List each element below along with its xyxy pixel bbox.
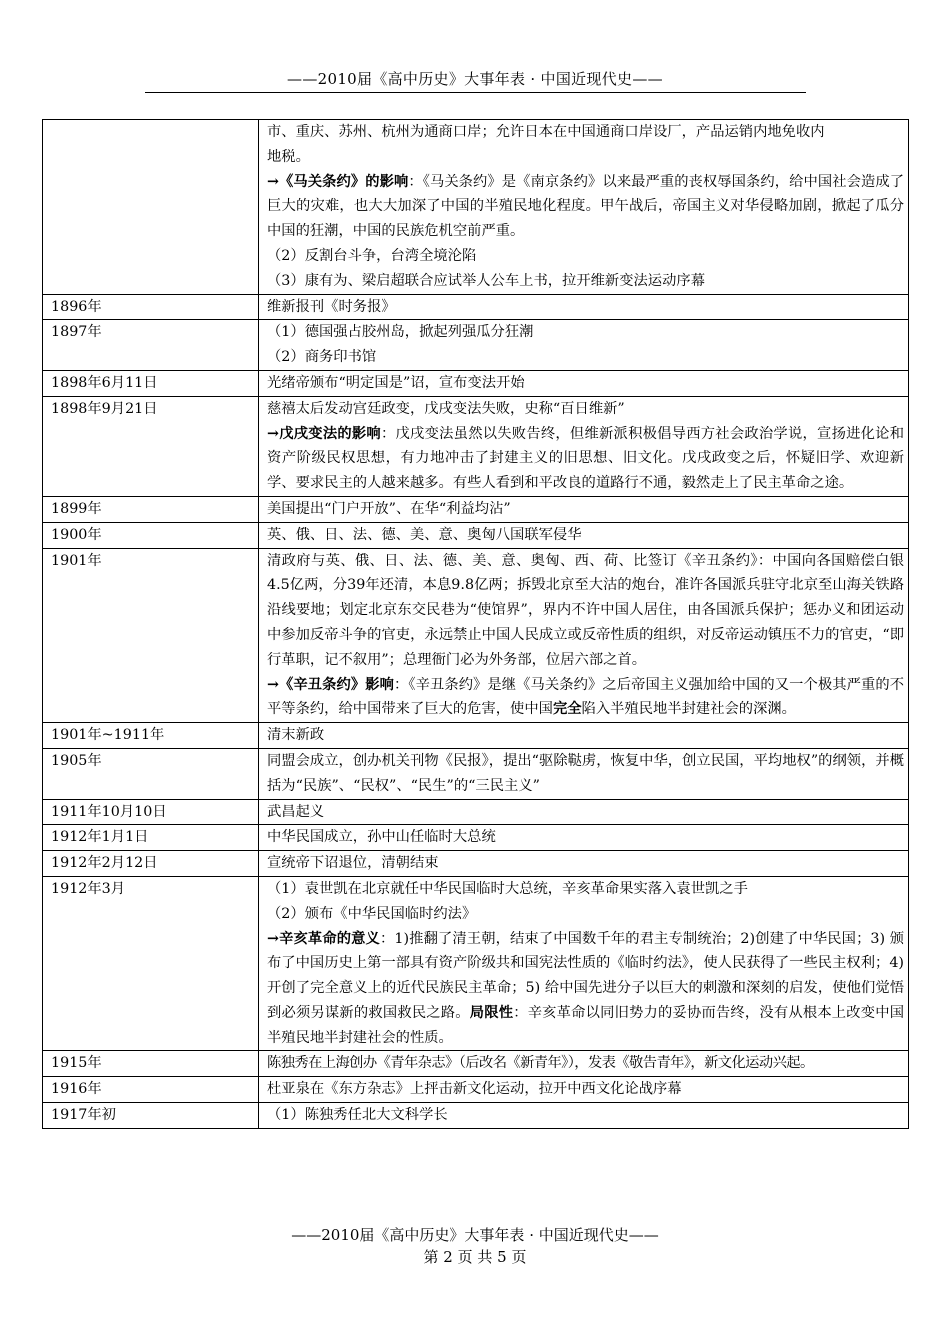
event-paragraph: 清政府与英、俄、日、法、德、美、意、奥匈、西、荷、比签订《辛丑条约》：中国向各国赔偿白银4.5亿两，分39年还清，本息9.8亿两；拆毁北京至大沽的炮台，准许各国派兵驻守北京至山海关铁路沿线要地；划定北京东交民巷为“使馆界”，界内不许中国人居住，由各国派兵保护；惩办义和团运动中参加反帝斗争的官吏，永远禁止中国人民成立或反帝性质的组织，对反帝运动镇压不力的官吏，“即行革职，记不叙用”；总理衙门必为外务部，位居六部之首。 [267, 552, 904, 668]
date-cell: 1901年~1911年 [43, 723, 259, 749]
date-cell: 1905年 [43, 748, 259, 799]
event-line: （1）德国强占胶州岛，掀起列强瓜分狂潮 [267, 324, 534, 341]
table-row [43, 1103, 909, 1129]
separator: ： [379, 930, 395, 947]
date-cell: 1898年9月21日 [43, 396, 259, 496]
arrow-icon: → [267, 676, 279, 693]
event-cell [259, 548, 909, 723]
event-cell [259, 370, 909, 396]
influence-label: 《辛丑条约》影响 [278, 676, 394, 693]
event-cell [259, 825, 909, 851]
arrow-icon: → [267, 173, 279, 190]
date-cell: 1896年 [43, 294, 259, 320]
event-cell [259, 1051, 909, 1077]
date-cell: 1916年 [43, 1077, 259, 1103]
influence-paragraph [267, 673, 904, 723]
date-cell: 1917年初 [43, 1103, 259, 1129]
event-line: 杜亚泉在《东方杂志》上抨击新文化运动，拉开中西文化论战序幕 [267, 1081, 682, 1098]
event-line: 美国提出“门户开放”、在华“利益均沾” [267, 500, 511, 517]
table-row [43, 320, 909, 371]
event-cell [259, 396, 909, 496]
table-row [43, 1077, 909, 1103]
influence-text: 1)推翻了清王朝，结束了中国数千年的君主专制统治；2)创建了中华民国；3) 颁布了中国历史上第一部具有资产阶级共和国宪法性质的《临时约法》，使人民获得了一些民主权利；4)开创了完全意义上的近代民族民主革命；5) 给中国先进分子以巨大的刺激和深刻的启发，使他们觉悟到必须另谋新的救国救民之路。 [267, 930, 904, 1021]
event-line: 清末新政 [267, 727, 325, 744]
page-header: ——2010届《高中历史》大事年表 · 中国近现代史—— [287, 70, 663, 88]
date-cell: 1911年10月10日 [43, 799, 259, 825]
influence-text: 《辛丑条约》是继《马关条约》之后帝国主义强加给中国的又一个极其严重的不平等条约，给中国带来了巨大的危害，使中国 [267, 676, 905, 718]
event-cell [259, 748, 909, 799]
event-cell [259, 799, 909, 825]
event-line: 宣统帝下诏退位，清朝结束 [267, 855, 439, 872]
event-line: 中华民国成立，孙中山任临时大总统 [267, 829, 496, 846]
event-line: （2）反割台斗争，台湾全境沦陷 [267, 247, 477, 264]
separator: ： [408, 173, 423, 190]
table-row [43, 120, 909, 295]
event-cell [259, 1077, 909, 1103]
event-line: （1）袁世凯在北京就任中华民国临时大总统，辛亥革命果实落入袁世凯之手 [267, 880, 748, 897]
date-cell: 1901年 [43, 548, 259, 723]
event-line: 陈独秀在上海创办《青年杂志》（后改名《新青年》），发表《敬告青年》，新文化运动兴起。 [267, 1055, 814, 1072]
date-cell: 1912年2月12日 [43, 851, 259, 877]
table-row [43, 1051, 909, 1077]
separator: ： [380, 425, 396, 442]
influence-tail: 陷入半殖民地半封建社会的深渊。 [581, 701, 796, 718]
table-row [43, 723, 909, 749]
table-row [43, 522, 909, 548]
arrow-icon: → [267, 425, 279, 442]
separator: ： [513, 1004, 528, 1021]
date-cell: 1900年 [43, 522, 259, 548]
event-line: 市、重庆、苏州、杭州为通商口岸；允许日本在中国通商口岸设厂，产品运销内地免收内 [267, 124, 825, 140]
header-rule [145, 92, 806, 93]
separator: ： [394, 676, 409, 693]
page-footer [0, 1224, 950, 1268]
date-cell: 1898年6月11日 [43, 370, 259, 396]
table-row [43, 876, 909, 1051]
influence-paragraph [267, 927, 904, 1051]
event-line: 英、俄、日、法、德、美、意、奥匈八国联军侵华 [267, 526, 582, 543]
event-cell [259, 723, 909, 749]
table-row [43, 748, 909, 799]
timeline-table [42, 119, 909, 1129]
event-line: （1）陈独秀任北大文科学长 [267, 1107, 448, 1124]
arrow-icon: → [267, 930, 279, 947]
table-row [43, 396, 909, 496]
event-line: 地税。 [267, 148, 310, 165]
date-cell: 1897年 [43, 320, 259, 371]
table-row [43, 548, 909, 723]
event-line: （2）商务印书馆 [267, 349, 377, 366]
event-line: 慈禧太后发动宫廷政变，戊戌变法失败，史称“百日维新” [267, 400, 625, 417]
event-cell [259, 120, 909, 295]
table-row [43, 851, 909, 877]
influence-label: 戊戌变法的影响 [278, 425, 381, 442]
event-line: 武昌起义 [267, 803, 325, 820]
date-cell: 1912年1月1日 [43, 825, 259, 851]
event-line: 光绪帝颁布“明定国是”诏，宣布变法开始 [267, 374, 525, 391]
influence-label: 辛亥革命的意义 [278, 930, 380, 947]
event-cell [259, 496, 909, 522]
influence-text: 戊戌变法虽然以失败告终，但维新派积极倡导西方社会政治学说，宣扬进化论和资产阶级民权思想，有力地冲击了封建主义的旧思想、旧文化。戊戌政变之后，怀疑旧学、欢迎新学、要求民主的人越来越多。有些人看到和平改良的道路行不通，毅然走上了民主革命之途。 [267, 425, 905, 492]
event-cell [259, 294, 909, 320]
event-cell [259, 320, 909, 371]
event-cell [259, 1103, 909, 1129]
event-cell [259, 522, 909, 548]
date-cell [43, 120, 259, 295]
table-row [43, 370, 909, 396]
influence-paragraph [267, 170, 904, 244]
table-row [43, 799, 909, 825]
event-cell [259, 876, 909, 1051]
event-line: 维新报刊《时务报》 [267, 298, 396, 315]
page-number: 第 2 页 共 5 页 [423, 1248, 527, 1266]
date-cell: 1899年 [43, 496, 259, 522]
influence-paragraph [267, 422, 904, 496]
event-line: （3）康有为、梁启超联合应试举人公车上书，拉开维新变法运动序幕 [267, 272, 705, 289]
influence-text: 《马关条约》是《南京条约》以来最严重的丧权辱国条约，给中国社会造成了巨大的灾难，也大大加深了中国的半殖民地化程度。甲午战后，帝国主义对华侵略加剧，掀起了瓜分中国的狂潮，中国的民族危机空前严重。 [267, 173, 904, 240]
limitation-text: 辛亥革命以同旧势力的妥协而告终，没有从根本上改变中国半殖民地半封建社会的性质。 [267, 1004, 905, 1046]
event-cell [259, 851, 909, 877]
event-line: （2）颁布《中华民国临时约法》 [267, 905, 477, 922]
table-row [43, 496, 909, 522]
date-cell: 1912年3月 [43, 876, 259, 1051]
table-row [43, 294, 909, 320]
influence-label: 《马关条约》的影响 [278, 173, 409, 190]
footer-title: ——2010届《高中历史》大事年表 · 中国近现代史—— [291, 1226, 659, 1244]
event-paragraph: 同盟会成立，创办机关刊物《民报》，提出“驱除鞑虏，恢复中华，创立民国，平均地权”的纲领，并概括为“民族”、“民权”、“民生”的“三民主义” [267, 752, 904, 794]
emphasis-text: 完全 [552, 701, 582, 718]
limitation-label: 局限性 [469, 1004, 514, 1021]
table-row [43, 825, 909, 851]
date-cell: 1915年 [43, 1051, 259, 1077]
